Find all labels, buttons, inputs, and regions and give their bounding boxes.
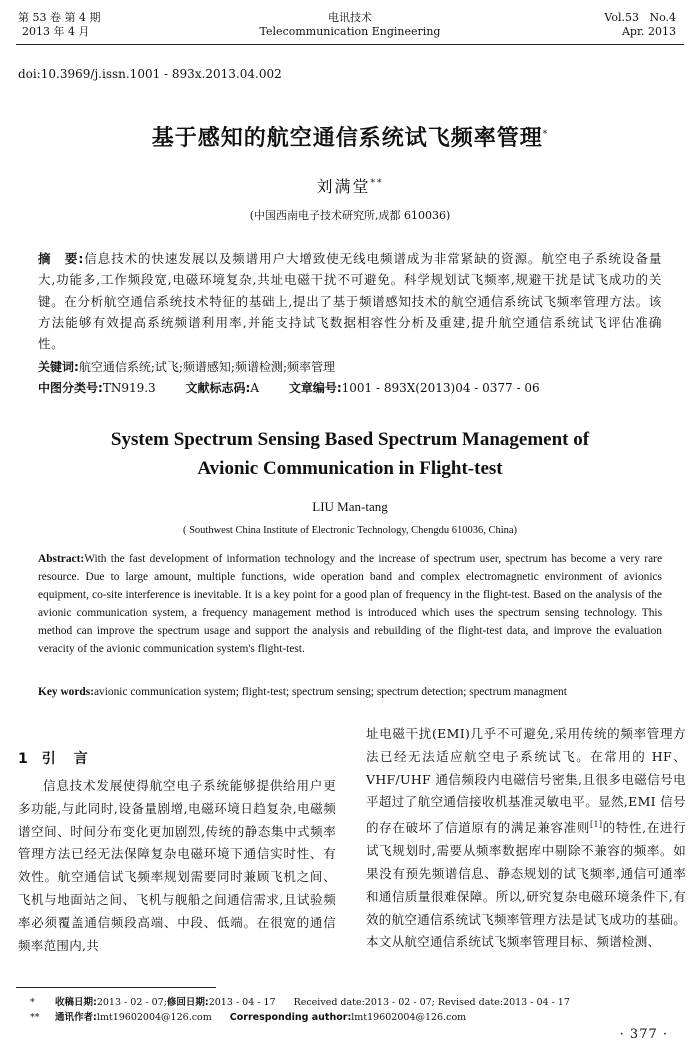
body-right-text-1: 址电磁干扰(EMI)几乎不可避免,采用传统的频率管理方法已经无法适应航空电子系统试飞。在常用的 HF、VHF/UHF 通信频段内电磁信号密集,且很多电磁信号电平超过了航空通信接收机基准灵敏电平。显然,EMI 信号的存在破坏了信道原有的满足兼容准则 xyxy=(366,726,686,836)
corresponding-email-zh[interactable]: lmt19602004@126.com xyxy=(96,1012,212,1023)
english-affiliation: ( Southwest China Institute of Electronic Technology, Chengdu 610036, China) xyxy=(182,525,518,536)
footnote-mark-1: * xyxy=(30,997,35,1008)
volume-issue-zh: 第 53 卷 第 4 期 xyxy=(18,11,101,24)
affiliation: (中国西南电子技术研究所,成都 610036) xyxy=(249,209,451,222)
journal-volume-issue-en xyxy=(604,11,676,39)
date-zh: 2013 年 4 月 xyxy=(22,25,90,38)
article-no-label: 文章编号: xyxy=(288,381,342,395)
abstract-zh-label: 摘 要: xyxy=(38,251,84,266)
footnote-dates xyxy=(30,996,570,1009)
keywords-en-text: avionic communication system; flight-test; spectrum sensing; spectrum detection; spectrum managment xyxy=(94,686,567,698)
journal-name-en: Telecommunication Engineering xyxy=(259,25,441,38)
page-number: · 377 · xyxy=(619,1027,668,1042)
citation-ref[interactable]: [1] xyxy=(590,820,603,830)
keywords-zh-text: 航空通信系统;试飞;频谱感知;频谱检测;频率管理 xyxy=(78,360,335,374)
keywords-zh xyxy=(38,358,678,376)
abstract-en-label: Abstract: xyxy=(38,553,85,565)
revised-value: 2013 - 04 - 17 xyxy=(208,997,276,1008)
section-number: 1 xyxy=(18,751,30,767)
clc-label: 中图分类号: xyxy=(38,381,103,395)
journal-name-zh: 电讯技术 xyxy=(328,11,372,24)
clc-value: TN919.3 xyxy=(102,381,156,395)
paper-title-text: 基于感知的航空通信系统试飞频率管理 xyxy=(151,125,543,151)
received-value: 2013 - 02 - 07; xyxy=(96,997,167,1008)
abstract-zh-text: 信息技术的快速发展以及频谱用户大增致使无线电频谱成为非常紧缺的资源。航空电子系统设备量大,功能多,工作频段宽,电磁环境复杂,共址电磁干扰不可避免。科学规划试飞频率,规避干扰是试飞成功的关键。在分析航空通信系统技术特征的基础上,提出了基于频谱感知技术的航空通信系统试飞频率管理方法。该方法能够有效提高系统频谱利用率,并能支持试飞数据相容性分析及重建,提升航空通信系统试飞评估准确性。 xyxy=(38,251,662,352)
english-title-line1: System Spectrum Sensing Based Spectrum Management of xyxy=(110,429,590,450)
corresponding-label-en: Corresponding author: xyxy=(229,1012,352,1023)
english-title xyxy=(0,425,700,483)
author xyxy=(0,174,700,197)
received-en: Received date:2013 - 02 - 07; Revised date:2013 - 04 - 17 xyxy=(293,997,570,1008)
body-right-column xyxy=(366,723,686,954)
english-author: LIU Man-tang xyxy=(312,499,388,514)
english-title-line2: Avionic Communication in Flight-test xyxy=(197,458,503,479)
keywords-en xyxy=(38,683,678,701)
classification-row xyxy=(38,379,678,397)
footnote-mark-2: ** xyxy=(30,1012,40,1023)
body-right-text-2: 的特性,在进行试飞规划时,需要从频率数据库中剔除不兼容的频率。如果没有预先频谱信息、静态规划的试飞频率,通信可通率和通信质量很难保障。所以,研究复杂电磁环境条件下,有效的航空通信系统试飞频率管理方法是试飞成功的基础。本文从航空通信系统试飞频率管理目标、频谱检测、 xyxy=(366,820,687,950)
corresponding-label-zh: 通讯作者: xyxy=(55,1012,97,1023)
journal-name xyxy=(0,11,700,39)
title-footnote-mark: * xyxy=(542,129,549,140)
date-en: Apr. 2013 xyxy=(621,25,676,38)
abstract-zh xyxy=(38,248,662,354)
doc-code-label: 文献标志码: xyxy=(185,381,251,395)
doc-code-value: A xyxy=(250,381,259,395)
keywords-en-label: Key words: xyxy=(38,686,94,698)
footnote-rule xyxy=(16,987,216,988)
article-no-value: 1001 - 893X(2013)04 - 0377 - 06 xyxy=(341,381,540,395)
author-name: 刘满堂 xyxy=(316,177,371,196)
corresponding-email-en[interactable]: lmt19602004@126.com xyxy=(351,1012,467,1023)
volume-issue-en: Vol.53 No.4 xyxy=(604,11,676,24)
footnote-corresponding xyxy=(30,1011,466,1024)
keywords-zh-label: 关键词: xyxy=(38,360,79,374)
revised-label: 修回日期: xyxy=(166,997,209,1008)
section-heading xyxy=(18,748,90,768)
doi: doi:10.3969/j.issn.1001 - 893x.2013.04.002 xyxy=(18,67,282,81)
header-rule xyxy=(16,44,684,45)
section-title: 引 言 xyxy=(41,751,90,767)
paper-title xyxy=(0,121,700,152)
abstract-en xyxy=(38,550,662,659)
abstract-en-text: With the fast development of information technology and the increase of spectrum user, spectrum has become a very rare resource. Due to large amount, multiple functions, wide operation band and complex electromagnetic environment of avionics equipment, co-site interference is inevitable. It is a key point for a good plan of frequency in the flight-test. Based on the analysis of the avionic communication system, a frequency management method is introduced which uses the spectrum sensing technology. This method can improve the spectrum usage and support the analysis and rebuilding of the flight-test data, and improve the evaluation veracity of the avionic communication system's flight-test. xyxy=(38,553,662,656)
received-label: 收稿日期: xyxy=(55,997,97,1008)
author-footnote-mark: ** xyxy=(370,178,384,189)
body-left-column: 信息技术发展使得航空电子系统能够提供给用户更多功能,与此同时,设备量剧增,电磁环境日趋复杂,电磁频谱空间、时间分布变化更加剧烈,传统的静态集中式频率管理方法已经无法保障复杂电磁环境下通信实时性、有效性。航空通信试飞频率规划需要同时兼顾飞机之间、飞机与地面站之间、飞机与舰船之间通信需求,且试验频率必须覆盖通信频段高端、中段、低端。在很宽的通信频率范围内,共 xyxy=(18,778,336,953)
